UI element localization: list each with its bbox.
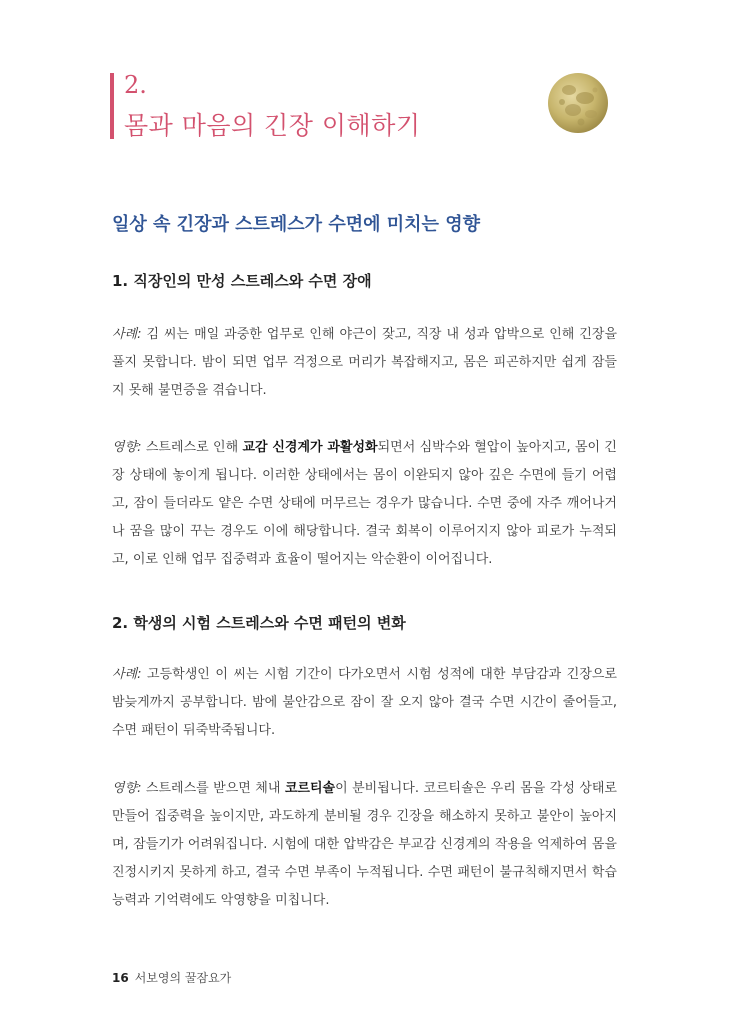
case2-example-text: 고등학생인 이 씨는 시험 기간이 다가오면서 시험 성적에 대한 부담감과 긴장으로 밤늦게까지 공부합니다. 밤에 불안감으로 잠이 잘 오지 않아 결국 수면 시간이 줄어들고, 수면 패턴이 뒤죽박죽됩니다. [112, 667, 617, 738]
case1-effect-post: 되면서 심박수와 혈압이 높아지고, 몸이 긴장 상태에 놓이게 됩니다. 이러한 상태에서는 몸이 이완되지 않아 깊은 수면에 들기 어렵고, 잠이 들더라도 얕은 수면 상태에 머무르는 경우가 많습니다. 수면 중에 자주 깨어나거나 꿈을 많이 꾸는 경우도 이에 해당합니다. 결국 회복이 이루어지지 않아 피로가 누적되고, 이로 인해 업무 집중력과 효율이 떨어지는 악순환이 이어집니다. [112, 440, 617, 567]
chapter-accent-bar [110, 73, 114, 139]
case2-example-paragraph [112, 661, 617, 745]
section-title: 일상 속 긴장과 스트레스가 수면에 미치는 영향 [112, 214, 480, 235]
book-title: 서보영의 꿀잠요가 [134, 971, 232, 985]
page-number: 16 [112, 971, 129, 985]
chapter-number: 2. [124, 71, 147, 99]
case2-effect-paragraph [112, 775, 617, 915]
case2-effect-bold: 코르티솔 [284, 781, 336, 796]
case2-example-label: 사례: [112, 667, 142, 682]
chapter-title: 몸과 마음의 긴장 이해하기 [124, 111, 421, 140]
case2-effect-label: 영향: [112, 781, 142, 796]
case2-heading: 2. 학생의 시험 스트레스와 수면 패턴의 변화 [112, 614, 406, 632]
page-footer [112, 969, 231, 987]
case2-effect-post: 이 분비됩니다. 코르티솔은 우리 몸을 각성 상태로 만들어 집중력을 높이지만, 과도하게 분비될 경우 긴장을 해소하지 못하고 불안이 높아지며, 잠들기가 어려워집니다. 시험에 대한 압박감은 부교감 신경계의 작용을 억제하여 몸을 진정시키지 못하게 하고, 결국 수면 부족이 누적됩니다. 수면 패턴이 불규칙해지면서 학습 능력과 기억력에도 악영향을 미칩니다. [112, 781, 617, 908]
case1-example-text: 김 씨는 매일 과중한 업무로 인해 야근이 잦고, 직장 내 성과 압박으로 인해 긴장을 풀지 못합니다. 밤이 되면 업무 걱정으로 머리가 복잡해지고, 몸은 피곤하지만 쉽게 잠들지 못해 불면증을 겪습니다. [112, 327, 617, 398]
case1-effect-bold: 교감 신경계가 과활성화 [242, 440, 378, 455]
case1-example-label: 사례: [112, 327, 142, 342]
case1-example-paragraph [112, 321, 617, 405]
case1-effect-label: 영향: [112, 440, 142, 455]
case1-effect-pre: 스트레스로 인해 [141, 440, 243, 455]
case1-effect-paragraph [112, 434, 617, 574]
case1-heading: 1. 직장인의 만성 스트레스와 수면 장애 [112, 272, 372, 290]
case2-effect-pre: 스트레스를 받으면 체내 [141, 781, 285, 796]
moon-icon [547, 72, 609, 134]
